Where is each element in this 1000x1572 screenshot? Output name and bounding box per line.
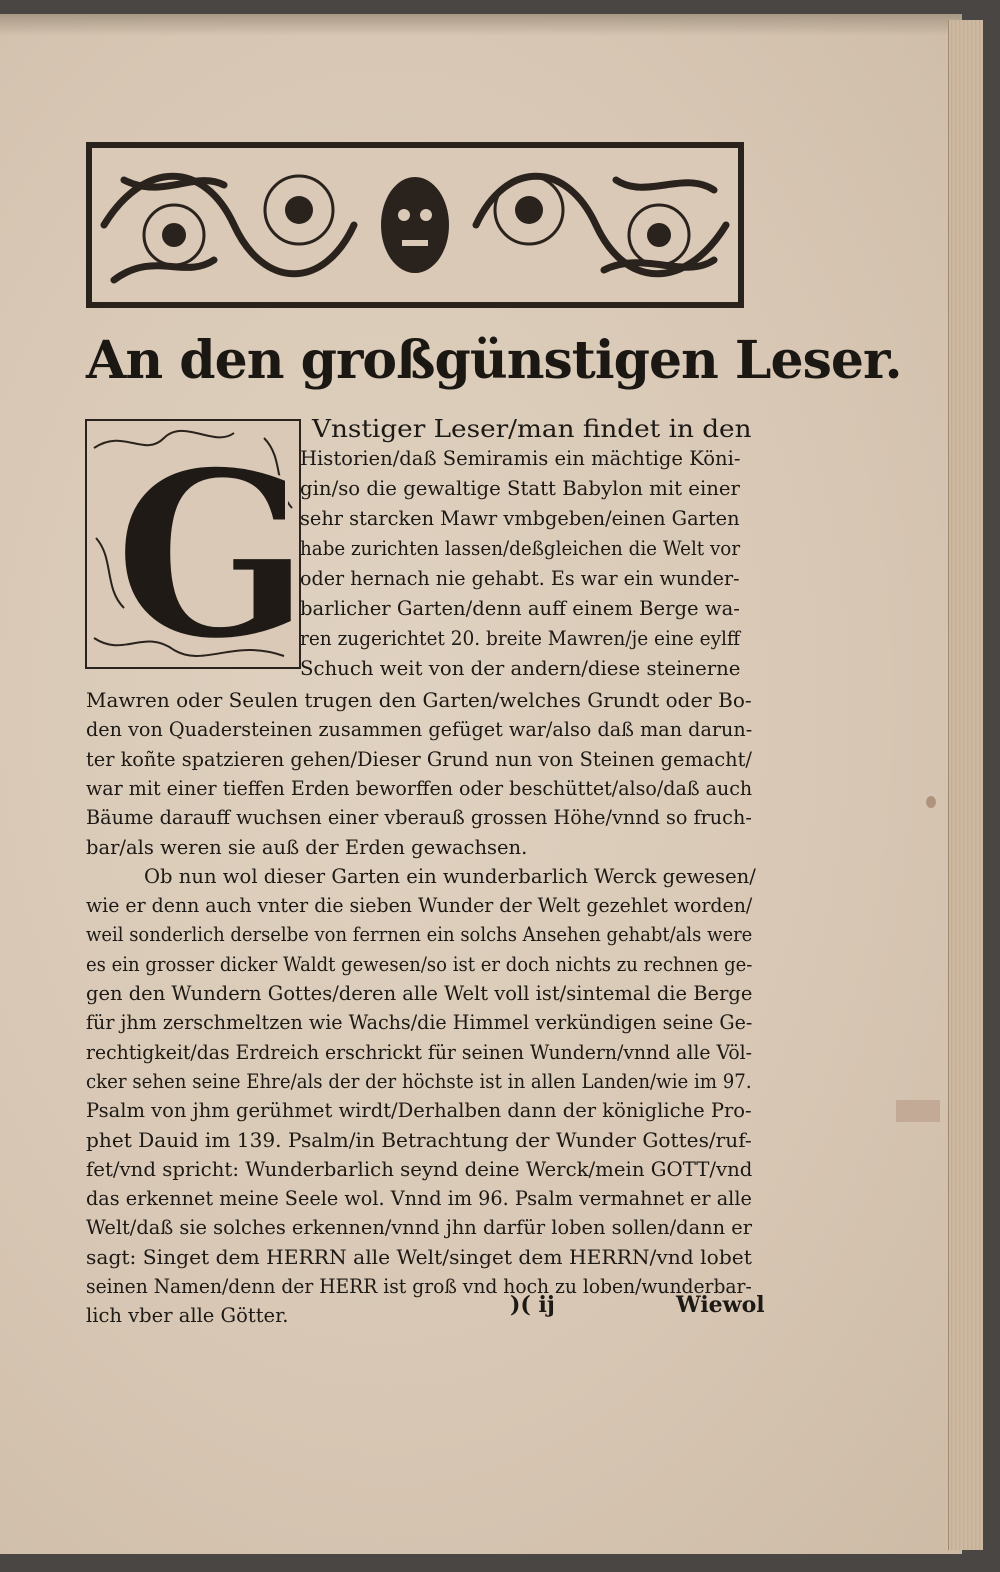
text-line: bar/als weren sie auß der Erden gewachsen. (86, 835, 528, 859)
text-line: ren zugerichtet 20. breite Mawren/je eine eylff (300, 627, 741, 650)
text-line: sehr starcken Mawr vmbgeben/einen Garten (300, 507, 740, 530)
text-line: barlicher Garten/denn auff einem Berge wa- (300, 597, 740, 620)
text-line: rechtigkeit/das Erdreich erschrickt für seinen Wundern/vnnd alle Völ- (86, 1040, 752, 1064)
text-line: cker sehen seine Ehre/als der der höchste ist in allen Landen/wie im 97. (86, 1069, 752, 1093)
paper-stain (926, 796, 936, 808)
text-line: Bäume darauff wuchsen einer vberauß grossen Höhe/vnnd so fruch- (86, 806, 752, 830)
catchword: Wiewol (676, 1292, 765, 1318)
text-line: Schuch weit von der andern/diese steinerne (300, 657, 741, 680)
text-line: Welt/daß sie solches erkennen/vnnd jhn darfür loben sollen/dann er (86, 1216, 752, 1240)
text-line: lich vber alle Götter. (86, 1304, 289, 1328)
text-line: gin/so die gewaltige Statt Babylon mit einer (300, 477, 740, 500)
text-line: Ob nun wol dieser Garten ein wunderbarlich Werck gewesen/ (144, 864, 756, 888)
page-edges (948, 20, 983, 1550)
text-line: für jhm zerschmeltzen wie Wachs/die Himmel verkündigen seine Ge- (86, 1011, 753, 1035)
page-heading: An den großgünstigen Leser. (86, 330, 902, 391)
decorated-initial (84, 418, 302, 670)
text-line: fet/vnd spricht: Wunderbarlich seynd deine Werck/mein GOTT/vnd (86, 1157, 753, 1181)
page-top-shadow (0, 14, 962, 36)
text-line: Psalm von jhm gerühmet wirdt/Derhalben dann der königliche Pro- (86, 1099, 752, 1123)
text-line: oder hernach nie gehabt. Es war ein wunder- (300, 567, 740, 590)
initial-letter: G (114, 421, 302, 670)
paper-mark (896, 1100, 940, 1122)
text-line: weil sonderlich derselbe von ferrnen ein solchs Ansehen gehabt/als were (86, 923, 753, 947)
signature-mark: )( ij (510, 1292, 555, 1318)
text-line: Historien/daß Semiramis ein mächtige Köni- (300, 447, 741, 470)
ornamental-headpiece (84, 140, 746, 310)
text-line: habe zurichten lassen/deßgleichen die Welt vor (300, 537, 741, 560)
text-line: seinen Namen/denn der HERR ist groß vnd hoch zu loben/wunderbar- (86, 1275, 752, 1298)
text-line: das erkennet meine Seele wol. Vnnd im 96. Psalm vermahnet er alle (86, 1187, 752, 1211)
text-line: sagt: Singet dem HERRN alle Welt/singet dem HERRN/vnd lobet (86, 1245, 752, 1269)
text-line: phet Dauid im 139. Psalm/in Betrachtung der Wunder Gottes/ruf- (86, 1128, 752, 1152)
text-line: Vnstiger Leser/man findet in den (312, 415, 752, 443)
text-line: den von Quadersteinen zusammen gefüget war/also daß man darun- (86, 718, 753, 742)
text-line: Mawren oder Seulen trugen den Garten/welches Grundt oder Bo- (86, 689, 752, 712)
text-line: wie er denn auch vnter die sieben Wunder der Welt gezehlet worden/ (86, 894, 753, 918)
text-line: ter koñte spatzieren gehen/Dieser Grund nun von Steinen gemacht/ (86, 747, 752, 771)
text-line: gen den Wundern Gottes/deren alle Welt voll ist/sintemal die Berge (86, 982, 753, 1005)
text-line: es ein grosser dicker Waldt gewesen/so ist er doch nichts zu rechnen ge- (86, 952, 753, 976)
text-line: war mit einer tieffen Erden beworffen oder beschüttet/also/daß auch (86, 776, 753, 800)
